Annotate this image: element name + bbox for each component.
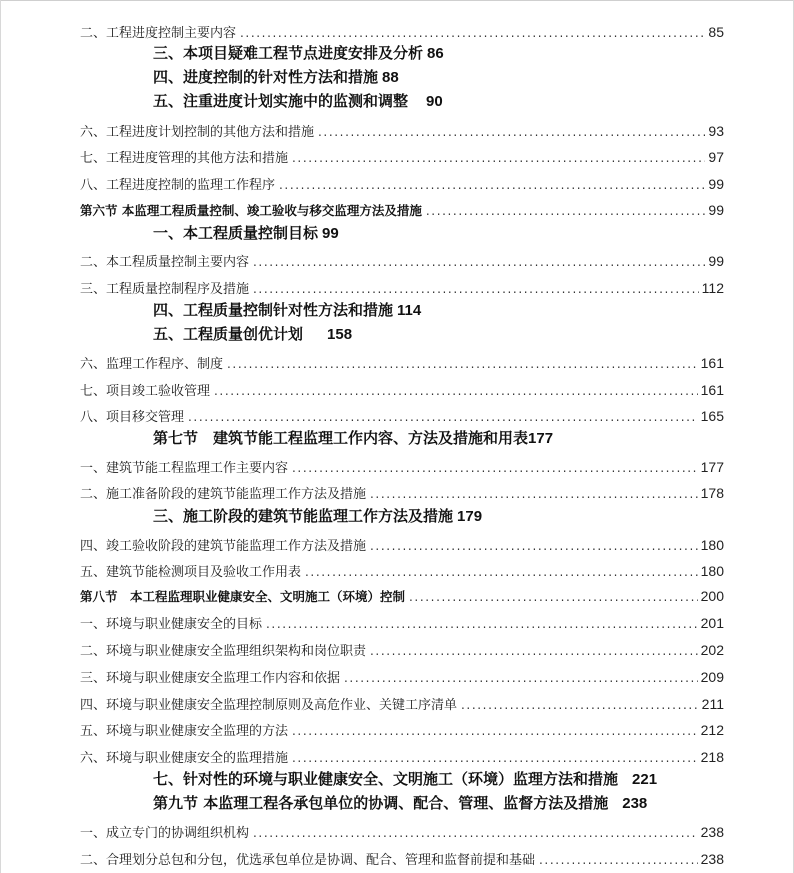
toc-entry-page-number: 114	[397, 302, 422, 319]
toc-entry-title: 一、本工程质量控制目标	[153, 224, 319, 242]
toc-entry-page-number: 112	[701, 280, 724, 296]
dot-leader	[292, 461, 698, 475]
toc-entry[interactable]	[80, 747, 724, 766]
toc-entry[interactable]	[80, 694, 724, 713]
toc-entry-page-number: 177	[700, 459, 724, 475]
toc-entry[interactable]	[80, 822, 724, 841]
toc-heading-entry[interactable]	[153, 299, 421, 320]
toc-entry-page-number: 180	[700, 537, 724, 553]
toc-section-entry[interactable]	[80, 587, 724, 605]
toc-entry-title: 八、工程进度控制的监理工作程序	[80, 178, 276, 193]
dot-leader	[305, 565, 698, 579]
toc-entry-title: 一、成立专门的协调组织机构	[80, 826, 250, 841]
dot-leader	[292, 151, 705, 165]
dot-leader	[409, 590, 698, 604]
toc-entry-title: 五、环境与职业健康安全监理的方法	[80, 724, 289, 739]
toc-entry-title: 二、环境与职业健康安全监理组织架构和岗位职责	[80, 644, 367, 659]
toc-entry[interactable]	[80, 849, 724, 868]
toc-entry-title: 八、项目移交管理	[80, 410, 185, 425]
toc-heading-entry[interactable]	[153, 222, 339, 243]
toc-heading-entry[interactable]	[153, 42, 444, 63]
toc-section-entry[interactable]	[80, 201, 724, 219]
dot-leader	[253, 255, 705, 269]
dot-leader	[253, 826, 698, 840]
toc-entry-page-number: 238	[700, 851, 724, 867]
toc-entry-title: 三、本项目疑难工程节点进度安排及分析	[153, 44, 424, 62]
toc-entry[interactable]	[80, 353, 724, 372]
dot-leader	[279, 178, 705, 192]
dot-leader	[227, 357, 698, 371]
toc-entry-title: 六、环境与职业健康安全的监理措施	[80, 751, 289, 766]
dot-leader	[344, 671, 698, 685]
dot-leader	[253, 282, 699, 296]
toc-entry[interactable]	[80, 535, 724, 554]
toc-entry-title: 三、施工阶段的建筑节能监理工作方法及措施	[153, 507, 454, 525]
toc-heading-entry[interactable]	[153, 427, 553, 448]
toc-entry[interactable]	[80, 667, 724, 686]
toc-entry-page-number: 238	[700, 824, 724, 840]
toc-entry-page-number: 165	[700, 408, 724, 424]
toc-entry-title: 四、工程质量控制针对性方法和措施	[153, 301, 394, 319]
dot-leader	[461, 698, 699, 712]
dot-leader	[370, 487, 698, 501]
toc-heading-entry[interactable]	[153, 768, 657, 789]
dot-leader	[318, 125, 705, 139]
toc-entry-page-number: 86	[427, 45, 444, 62]
toc-entry-page-number: 93	[708, 123, 724, 139]
toc-heading-entry[interactable]	[153, 505, 482, 526]
toc-entry-title: 第六节 本监理工程质量控制、竣工验收与移交监理方法及措施	[80, 203, 422, 218]
toc-entry[interactable]	[80, 278, 724, 297]
toc-heading-entry[interactable]	[153, 90, 443, 111]
toc-entry-page-number: 211	[701, 696, 724, 712]
toc-entry-page-number: 97	[708, 149, 724, 165]
toc-entry-title: 二、本工程质量控制主要内容	[80, 255, 250, 270]
toc-entry-page-number: 88	[382, 69, 399, 86]
toc-entry-title: 一、建筑节能工程监理工作主要内容	[80, 461, 289, 476]
toc-entry-page-number: 179	[457, 508, 483, 525]
dot-leader	[292, 724, 698, 738]
toc-entry-title: 四、环境与职业健康安全监理控制原则及高危作业、关键工序清单	[80, 698, 458, 713]
toc-entry-page-number: 158	[327, 326, 353, 343]
toc-entry-page-number: 238	[622, 795, 648, 812]
toc-entry-title: 三、环境与职业健康安全监理工作内容和依据	[80, 671, 341, 686]
toc-entry[interactable]	[80, 174, 724, 193]
toc-entry-title: 二、工程进度控制主要内容	[80, 26, 237, 41]
toc-entry-title: 七、项目竣工验收管理	[80, 384, 211, 399]
toc-entry[interactable]	[80, 147, 724, 166]
toc-entry-page-number: 180	[700, 563, 724, 579]
toc-entry-title: 六、监理工作程序、制度	[80, 357, 224, 372]
toc-entry[interactable]	[80, 251, 724, 270]
toc-entry[interactable]	[80, 640, 724, 659]
toc-entry-title: 五、注重进度计划实施中的监测和调整	[153, 92, 409, 110]
toc-entry-page-number: 161	[700, 382, 724, 398]
toc-entry-title: 四、进度控制的针对性方法和措施	[153, 68, 379, 86]
toc-entry-page-number: 99	[708, 202, 724, 218]
dot-leader	[214, 384, 698, 398]
toc-entry-title: 二、施工准备阶段的建筑节能监理工作方法及措施	[80, 487, 367, 502]
toc-heading-entry[interactable]	[153, 323, 352, 344]
toc-entry-page-number: 99	[708, 176, 724, 192]
toc-entry[interactable]	[80, 22, 724, 41]
toc-entry[interactable]	[80, 613, 724, 632]
toc-entry[interactable]	[80, 561, 724, 580]
toc-entry[interactable]	[80, 406, 724, 425]
dot-leader	[370, 644, 698, 658]
dot-leader	[426, 204, 706, 218]
toc-entry-page-number: 85	[708, 24, 724, 40]
dot-leader	[370, 539, 698, 553]
toc-entry-page-number: 161	[700, 355, 724, 371]
toc-entry-title: 二、合理划分总包和分包，优选承包单位是协调、配合、管理和监督前提和基础	[80, 853, 536, 868]
toc-entry-page-number: 209	[700, 669, 724, 685]
toc-entry[interactable]	[80, 380, 724, 399]
toc-entry-title: 五、工程质量创优计划	[153, 325, 304, 343]
toc-entry-page-number: 218	[700, 749, 724, 765]
dot-leader	[188, 410, 698, 424]
toc-entry-title: 七、针对性的环境与职业健康安全、文明施工（环境）监理方法和措施	[153, 770, 619, 788]
toc-entry-title: 五、建筑节能检测项目及验收工作用表	[80, 565, 302, 580]
toc-heading-entry[interactable]	[153, 792, 647, 813]
toc-entry-title: 七、工程进度管理的其他方法和措施	[80, 151, 289, 166]
toc-entry-page-number: 202	[700, 642, 724, 658]
toc-heading-entry[interactable]	[153, 66, 399, 87]
toc-entry-page-number: 212	[700, 722, 724, 738]
toc-entry[interactable]	[80, 720, 724, 739]
toc-entry-title: 三、工程质量控制程序及措施	[80, 282, 250, 297]
toc-entry-page-number: 90	[426, 93, 443, 110]
toc-entry-page-number: 99	[708, 253, 724, 269]
dot-leader	[240, 26, 705, 40]
dot-leader	[539, 853, 698, 867]
toc-entry-page-number: 177	[528, 430, 554, 447]
toc-entry-title: 一、环境与职业健康安全的目标	[80, 617, 263, 632]
toc-entry-title: 第九节 本监理工程各承包单位的协调、配合、管理、监督方法及措施	[153, 794, 609, 812]
toc-entry-title: 第八节 本工程监理职业健康安全、文明施工（环境）控制	[80, 589, 406, 604]
dot-leader	[266, 617, 698, 631]
toc-entry-title: 第七节 建筑节能工程监理工作内容、方法及措施和用表	[153, 429, 529, 447]
toc-entry-title: 六、工程进度计划控制的其他方法和措施	[80, 125, 315, 140]
toc-entry-title: 四、竣工验收阶段的建筑节能监理工作方法及措施	[80, 539, 367, 554]
toc-entry-page-number: 221	[632, 771, 658, 788]
toc-entry-page-number: 200	[700, 588, 724, 604]
toc-entry-page-number: 178	[700, 485, 724, 501]
toc-entry-page-number: 99	[322, 225, 339, 242]
toc-entry[interactable]	[80, 457, 724, 476]
toc-entry-page-number: 201	[700, 615, 724, 631]
toc-entry[interactable]	[80, 121, 724, 140]
dot-leader	[292, 751, 698, 765]
toc-entry[interactable]	[80, 483, 724, 502]
